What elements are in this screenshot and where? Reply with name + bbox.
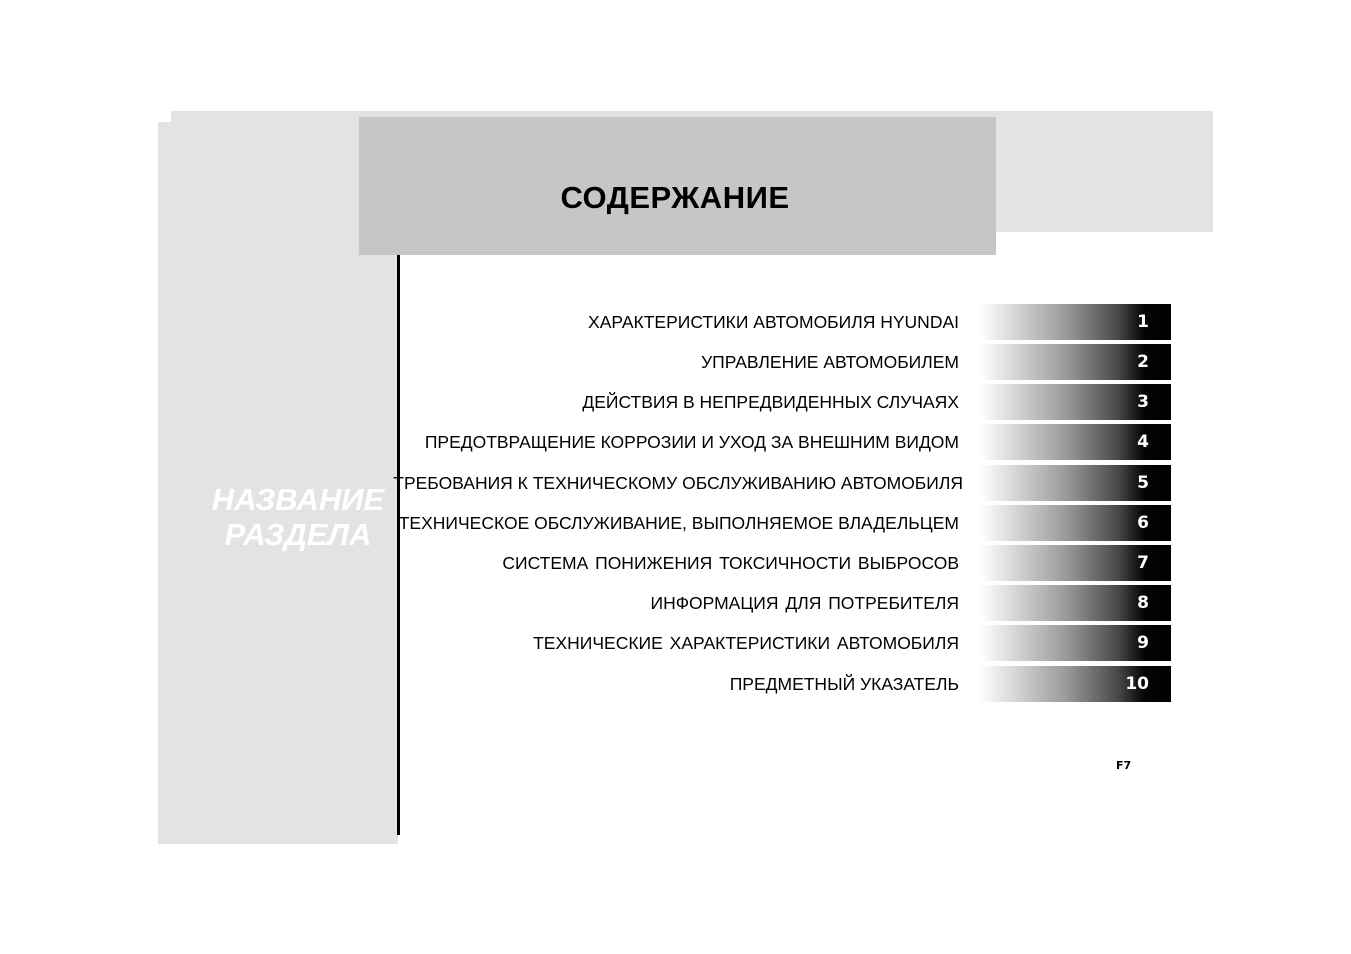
- toc-item-10[interactable]: [400, 666, 1172, 702]
- chapter-tab[interactable]: [980, 424, 1171, 460]
- toc-item-label: ПРЕДМЕТНЫЙ УКАЗАТЕЛЬ: [729, 674, 959, 694]
- chapter-number: 6: [1137, 513, 1149, 533]
- chapter-tab[interactable]: [980, 545, 1171, 581]
- chapter-number: 5: [1137, 473, 1149, 493]
- toc-item-label: ХАРАКТЕРИСТИКИ АВТОМОБИЛЯ HYUNDAI: [588, 312, 959, 332]
- chapter-tab[interactable]: [980, 384, 1171, 420]
- page-title: СОДЕРЖАНИЕ: [560, 180, 790, 215]
- chapter-number: 1: [1137, 312, 1149, 332]
- chapter-tab[interactable]: [980, 625, 1171, 661]
- section-name-line2: РАЗДЕЛА: [224, 517, 372, 552]
- section-name: [180, 482, 416, 552]
- toc-item-label: СИСТЕМА ПОНИЖЕНИЯ ТОКСИЧНОСТИ ВЫБРОСОВ: [502, 553, 959, 573]
- chapter-number: 3: [1137, 392, 1149, 412]
- toc-item-9[interactable]: [400, 625, 1172, 661]
- toc-item-label: ТЕХНИЧЕСКИЕ ХАРАКТЕРИСТИКИ АВТОМОБИЛЯ: [533, 633, 959, 653]
- chapter-tab[interactable]: [980, 304, 1171, 340]
- chapter-number: 9: [1137, 633, 1149, 653]
- chapter-number: 2: [1137, 352, 1149, 372]
- chapter-number: 7: [1137, 553, 1149, 573]
- toc-item-8[interactable]: [400, 585, 1172, 621]
- toc-item-4[interactable]: [400, 424, 1172, 460]
- toc-item-label: ТРЕБОВАНИЯ К ТЕХНИЧЕСКОМУ ОБСЛУЖИВАНИЮ АВТОМОБИЛЯ: [393, 473, 963, 493]
- toc-item-3[interactable]: [400, 384, 1172, 420]
- section-name-line1: НАЗВАНИЕ: [211, 482, 385, 517]
- toc-item-label: ПРЕДОТВРАЩЕНИЕ КОРРОЗИИ И УХОД ЗА ВНЕШНИМ ВИДОМ: [424, 432, 959, 452]
- toc-item-6[interactable]: [400, 505, 1172, 541]
- chapter-tab[interactable]: [980, 585, 1171, 621]
- chapter-tab[interactable]: [980, 465, 1171, 501]
- page-code: F7: [1116, 759, 1132, 772]
- toc-item-label: ТЕХНИЧЕСКОЕ ОБСЛУЖИВАНИЕ, ВЫПОЛНЯЕМОЕ ВЛАДЕЛЬЦЕМ: [398, 513, 959, 533]
- toc-item-2[interactable]: [400, 344, 1172, 380]
- toc-item-label: ИНФОРМАЦИЯ ДЛЯ ПОТРЕБИТЕЛЯ: [650, 593, 959, 613]
- chapter-tab[interactable]: [980, 505, 1171, 541]
- toc-item-1[interactable]: [400, 304, 1172, 340]
- chapter-number: 10: [1125, 674, 1149, 694]
- chapter-number: 8: [1137, 593, 1149, 613]
- toc-item-label: ДЕЙСТВИЯ В НЕПРЕДВИДЕННЫХ СЛУЧАЯХ: [582, 392, 959, 412]
- toc-item-5[interactable]: [393, 465, 1172, 501]
- chapter-tab[interactable]: [980, 344, 1171, 380]
- toc-item-7[interactable]: [400, 545, 1172, 581]
- chapter-number: 4: [1137, 432, 1149, 452]
- chapter-tab[interactable]: [980, 666, 1171, 702]
- toc-item-label: УПРАВЛЕНИЕ АВТОМОБИЛЕМ: [701, 352, 959, 372]
